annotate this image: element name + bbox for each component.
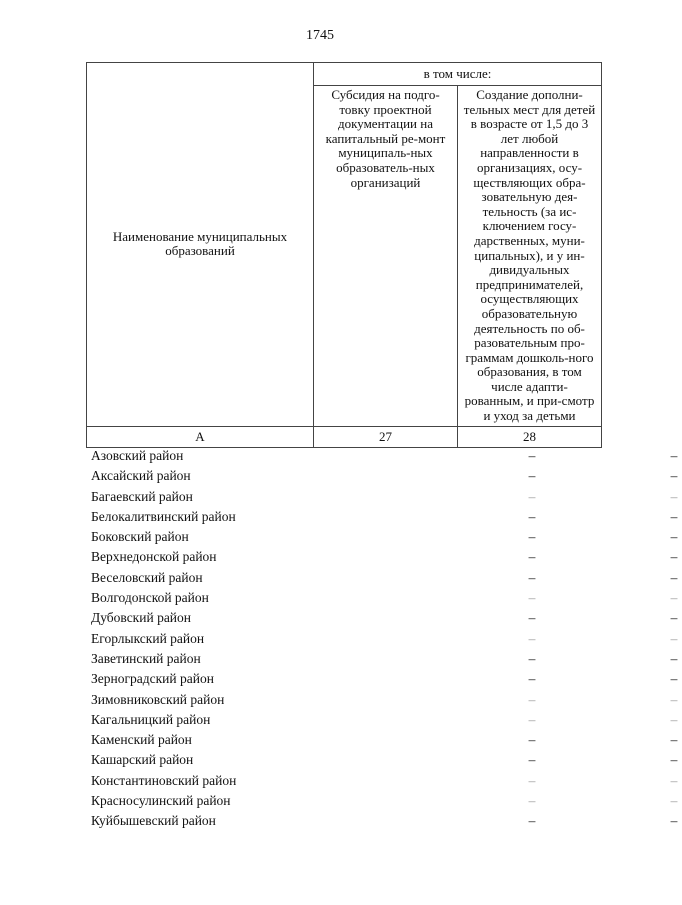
row-value-27: – bbox=[528, 793, 536, 809]
row-value-28: – bbox=[670, 772, 678, 788]
row-value-27: – bbox=[528, 711, 536, 727]
table-row bbox=[86, 608, 678, 628]
table-row bbox=[86, 487, 678, 507]
row-name: Дубовский район bbox=[91, 610, 192, 626]
row-name: Константиновский район bbox=[91, 772, 237, 788]
table-row bbox=[86, 771, 678, 791]
row-name: Аксайский район bbox=[91, 468, 191, 484]
row-value-27: – bbox=[528, 569, 536, 585]
col27-header-text: Субсидия на подго-товку проектной документации на капитальный ре-монт муниципаль-ных образователь-ных организаций bbox=[325, 87, 446, 190]
data-rows bbox=[86, 446, 678, 832]
row-value-27: – bbox=[528, 630, 536, 646]
col28-header-cell bbox=[458, 86, 602, 427]
row-value-28: – bbox=[670, 569, 678, 585]
row-name: Веселовский район bbox=[91, 569, 203, 585]
table-row bbox=[86, 507, 678, 527]
row-value-28: – bbox=[670, 691, 678, 707]
header-table bbox=[86, 62, 602, 448]
table-row bbox=[86, 750, 678, 770]
row-value-28: – bbox=[670, 448, 678, 463]
row-value-28: – bbox=[670, 468, 678, 484]
header-including: в том числе: bbox=[314, 63, 602, 86]
page-number: 1745 bbox=[306, 28, 334, 43]
row-value-27: – bbox=[528, 508, 536, 524]
row-value-27: – bbox=[528, 549, 536, 565]
row-value-27: – bbox=[528, 590, 536, 606]
row-value-27: – bbox=[528, 752, 536, 768]
row-value-27: – bbox=[528, 691, 536, 707]
row-value-27: – bbox=[528, 488, 536, 504]
row-value-28: – bbox=[670, 488, 678, 504]
row-value-27: – bbox=[528, 529, 536, 545]
col28-header-text: Создание дополни-тельных мест для детей в возрасте от 1,5 до 3 лет любой направленности в организациях, осу-ществляющих обра-зовательную дея-тельность (за ис-ключением госу-дарственных, муни-ципальных), и у ин-дивидуальных предпринимателей, осуществляющих образовательную деятельность по об-разовательным про-граммам дошколь-ного образования, в том числе адапти-рованным, и при-смотр и уход за детьми bbox=[463, 87, 596, 424]
table-row bbox=[86, 669, 678, 689]
row-name: Заветинский район bbox=[91, 650, 201, 666]
row-value-27: – bbox=[528, 813, 536, 829]
col27-header-cell bbox=[314, 86, 458, 427]
row-value-28: – bbox=[670, 793, 678, 809]
row-value-28: – bbox=[670, 590, 678, 606]
table-row bbox=[86, 466, 678, 486]
row-name: Кашарский район bbox=[91, 752, 194, 768]
table-row bbox=[86, 811, 678, 831]
table-row bbox=[86, 690, 678, 710]
row-name: Каменский район bbox=[91, 732, 192, 748]
table-row bbox=[86, 568, 678, 588]
table-row bbox=[86, 547, 678, 567]
row-name: Азовский район bbox=[91, 448, 184, 463]
table-row bbox=[86, 791, 678, 811]
table-row bbox=[86, 446, 678, 466]
row-name: Волгодонской район bbox=[91, 590, 209, 606]
row-value-28: – bbox=[670, 508, 678, 524]
row-name: Куйбышевский район bbox=[91, 813, 216, 829]
row-value-28: – bbox=[670, 671, 678, 687]
row-value-28: – bbox=[670, 610, 678, 626]
num-a-cell: А bbox=[87, 426, 314, 447]
header-name-text: Наименование муниципальных образований bbox=[112, 228, 288, 259]
table-row bbox=[86, 629, 678, 649]
row-name: Верхнедонской район bbox=[91, 549, 217, 565]
row-value-28: – bbox=[670, 549, 678, 565]
row-value-28: – bbox=[670, 650, 678, 666]
table-row bbox=[86, 588, 678, 608]
row-name: Кагальницкий район bbox=[91, 711, 211, 727]
row-value-27: – bbox=[528, 650, 536, 666]
row-value-28: – bbox=[670, 630, 678, 646]
row-value-28: – bbox=[670, 732, 678, 748]
num-27-cell: 27 bbox=[314, 426, 458, 447]
row-name: Багаевский район bbox=[91, 488, 193, 504]
row-name: Боковский район bbox=[91, 529, 189, 545]
row-name: Зимовниковский район bbox=[91, 691, 225, 707]
row-name: Зерноградский район bbox=[91, 671, 214, 687]
table-row bbox=[86, 527, 678, 547]
row-value-28: – bbox=[670, 752, 678, 768]
row-value-27: – bbox=[528, 772, 536, 788]
row-name: Белокалитвинский район bbox=[91, 508, 236, 524]
row-value-27: – bbox=[528, 732, 536, 748]
table-row bbox=[86, 730, 678, 750]
num-28-cell: 28 bbox=[458, 426, 602, 447]
row-value-28: – bbox=[670, 813, 678, 829]
row-value-28: – bbox=[670, 529, 678, 545]
row-value-27: – bbox=[528, 671, 536, 687]
header-name-cell bbox=[87, 63, 314, 427]
table-row bbox=[86, 649, 678, 669]
row-value-27: – bbox=[528, 468, 536, 484]
table-row bbox=[86, 710, 678, 730]
row-name: Красносулинский район bbox=[91, 793, 231, 809]
row-name: Егорлыкский район bbox=[91, 630, 205, 646]
row-value-28: – bbox=[670, 711, 678, 727]
row-value-27: – bbox=[528, 448, 536, 463]
row-value-27: – bbox=[528, 610, 536, 626]
